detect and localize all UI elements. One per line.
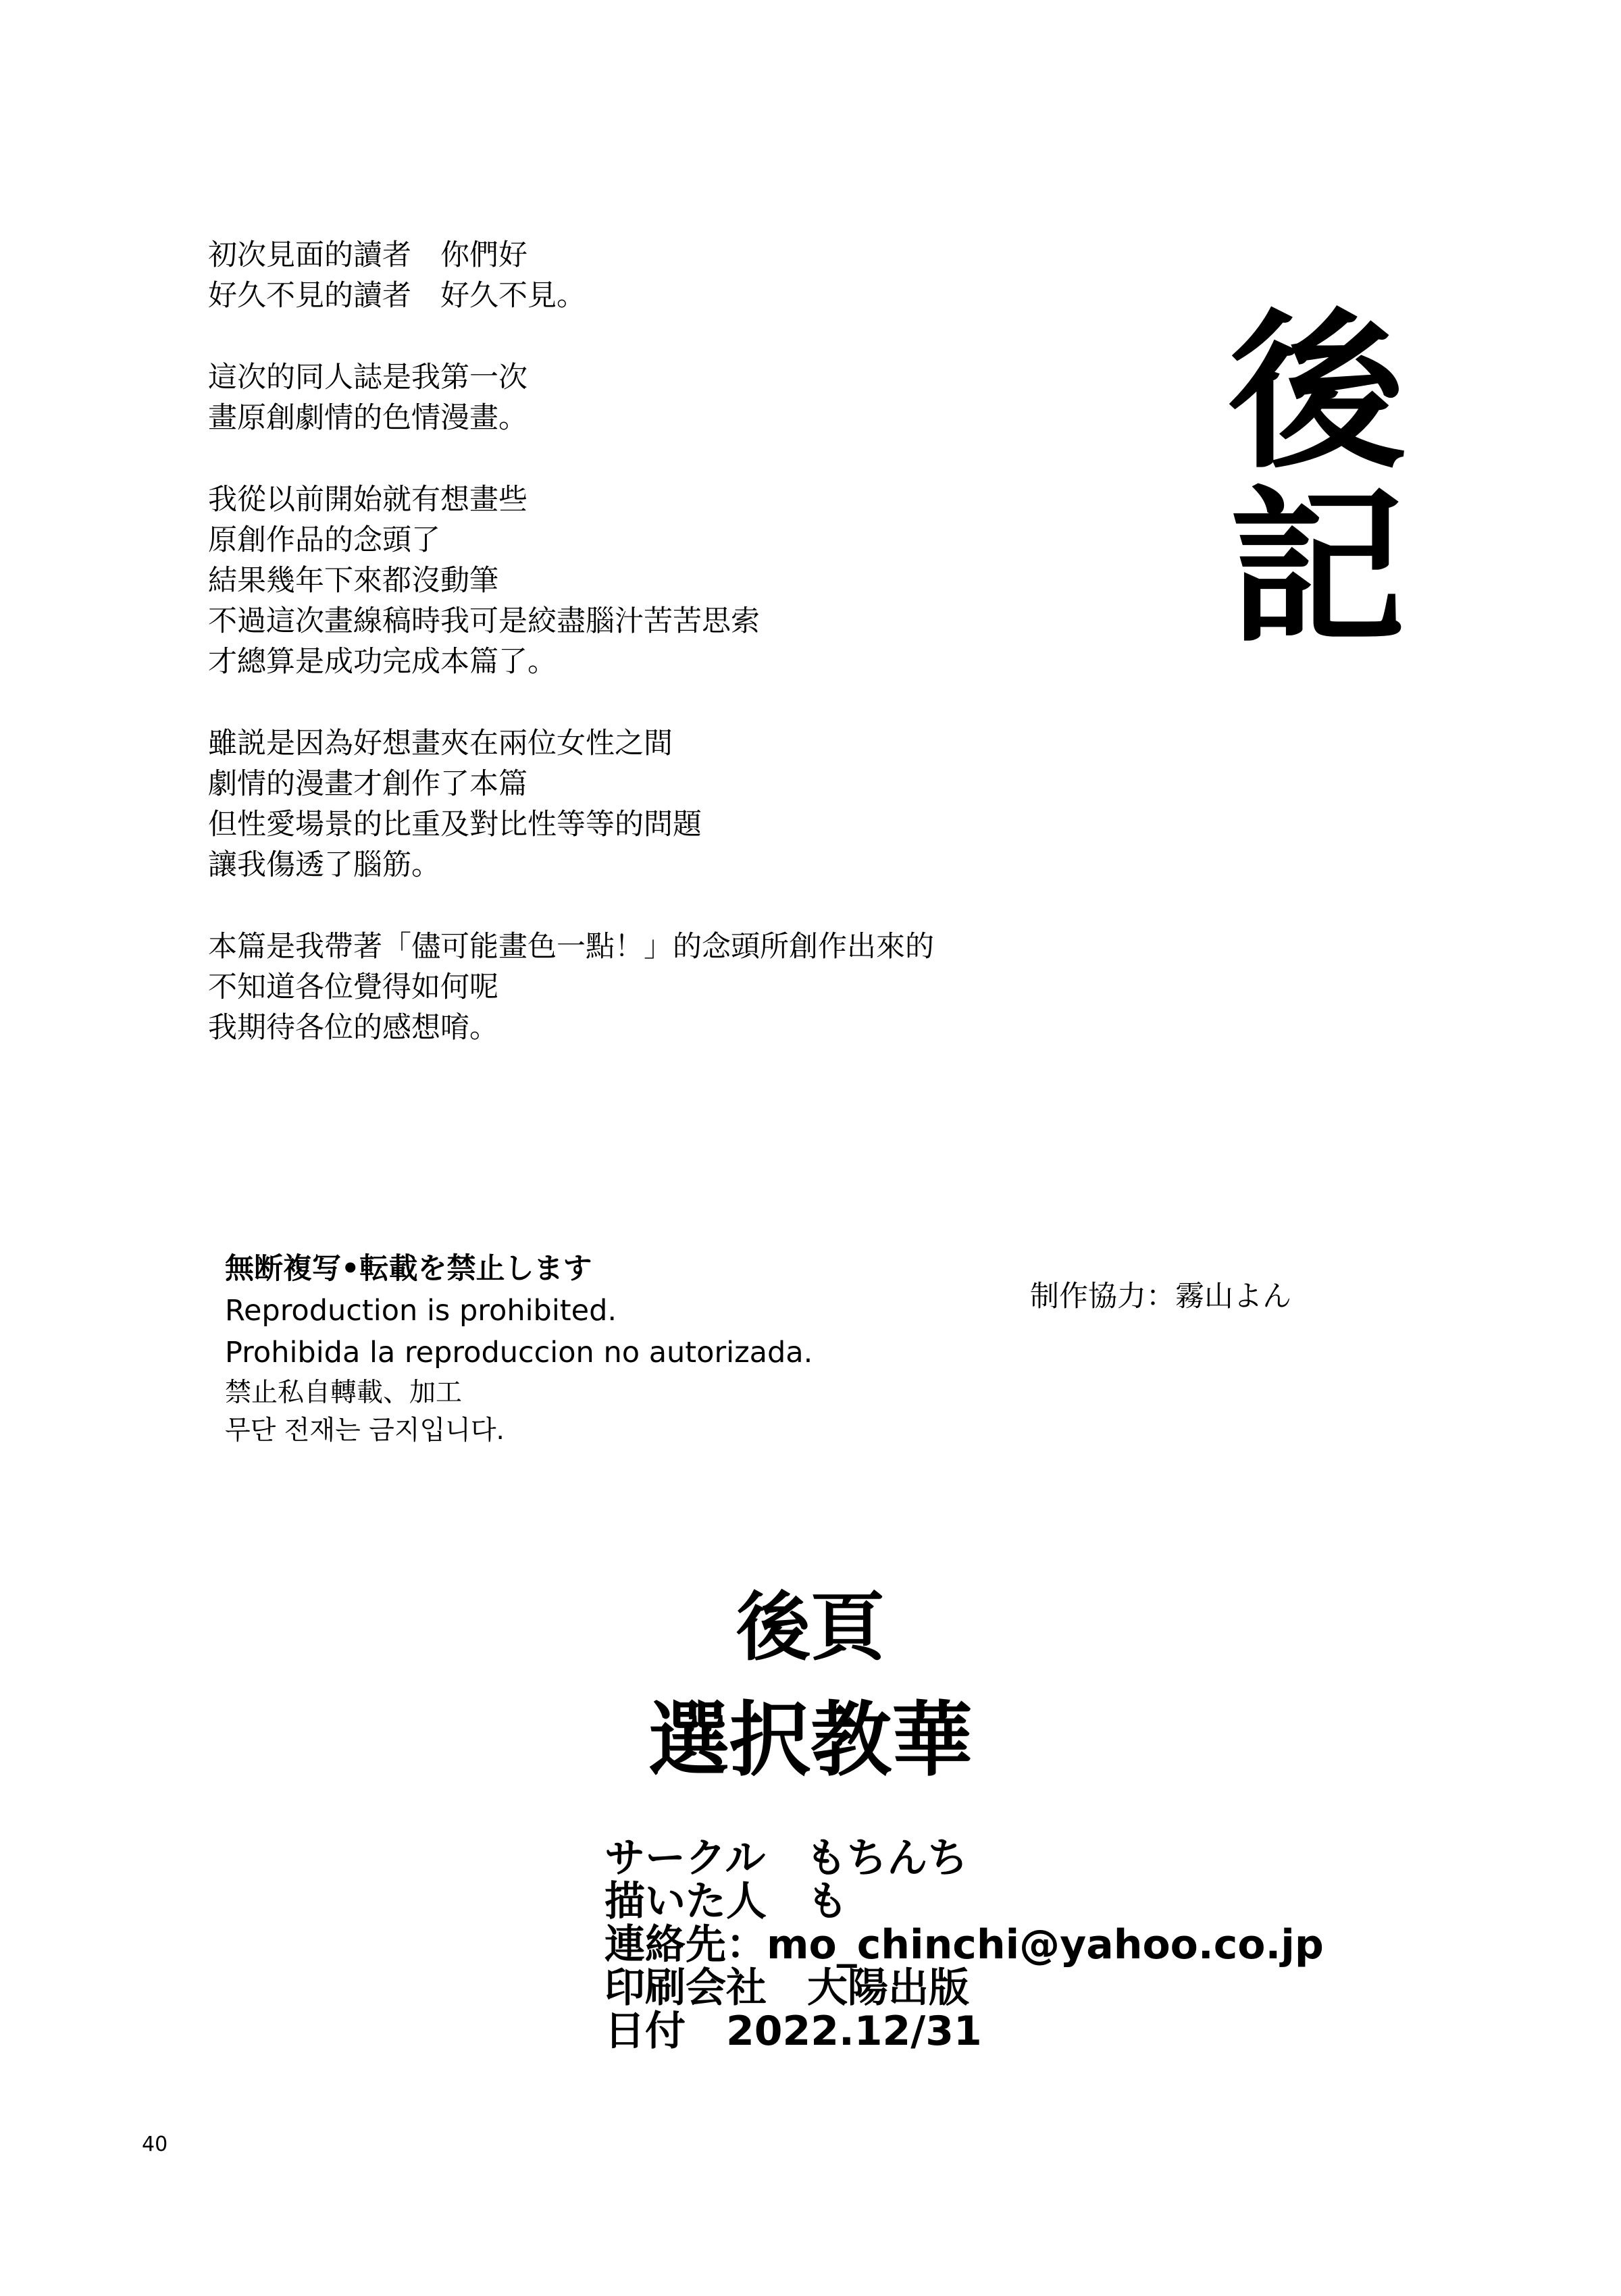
notice-japanese: 無断複写•転載を禁止します	[225, 1252, 592, 1286]
colophon-credits	[604, 1837, 1483, 2053]
production-cooperation: 制作協力：霧山よん	[1030, 1280, 1291, 1313]
heading-char: 記	[1228, 468, 1406, 667]
credit-printer: 印刷会社 大陽出版	[604, 1964, 969, 2012]
page-number: 40	[142, 2133, 168, 2156]
notice-chinese: 禁止私自轉載、加工	[225, 1378, 463, 1408]
afterword-paragraph	[208, 723, 1221, 885]
afterword-paragraph	[208, 927, 1221, 1048]
afterword-line: 才總算是成功完成本篇了。	[208, 645, 557, 679]
afterword-line: 我從以前開始就有想畫些	[208, 483, 528, 517]
afterword-body	[208, 235, 1221, 1089]
afterword-paragraph	[208, 235, 1221, 316]
afterword-line: 畫原創劇情的色情漫畫。	[208, 401, 528, 435]
afterword-line: 結果幾年下來都沒動筆	[208, 564, 498, 598]
notice-english: Reproduction is prohibited.	[225, 1294, 617, 1328]
credit-circle: サークル もちんち	[604, 1835, 969, 1882]
credit-date: 日付 2022.12/31	[604, 2008, 982, 2055]
afterword-line: 劇情的漫畫才創作了本篇	[208, 767, 528, 801]
afterword-line: 這次的同人誌是我第一次	[208, 361, 528, 394]
afterword-line: 不知道各位覺得如何呢	[208, 970, 498, 1004]
afterword-paragraph	[208, 479, 1221, 682]
notice-spanish: Prohibida la reproduccion no autorizada.	[225, 1336, 813, 1369]
copyright-notice	[225, 1248, 968, 1449]
afterword-line: 初次見面的讀者 你們好	[208, 238, 528, 272]
afterword-line: 雖説是因為好想畫夾在兩位女性之間	[208, 727, 673, 760]
afterword-line: 我期待各位的感想唷。	[208, 1011, 498, 1045]
credit-contact: 連絡先：mo_chinchi@yahoo.co.jp	[604, 1921, 1324, 1968]
credit-artist: 描いた人 も	[604, 1878, 848, 1925]
afterword-paragraph	[208, 357, 1221, 438]
afterword-line: 但性愛場景的比重及對比性等等的問題	[208, 808, 702, 841]
heading-char: 後	[1228, 292, 1406, 491]
afterword-heading	[1202, 292, 1432, 667]
afterword-line: 原創作品的念頭了	[208, 523, 440, 557]
afterword-line: 不過這次畫線稿時我可是絞盡腦汁苦苦思索	[208, 604, 760, 638]
afterword-line: 本篇是我帶著「儘可能畫色一點！」的念頭所創作出來的	[208, 930, 934, 964]
afterword-line: 讓我傷透了腦筋。	[208, 848, 440, 882]
book-title: 選択教華	[648, 1692, 973, 1788]
afterword-line: 好久不見的讀者 好久不見。	[208, 279, 586, 313]
notice-korean: 무단 전재는 금지입니다.	[225, 1415, 505, 1446]
colophon-heading: 後頁	[736, 1584, 885, 1671]
